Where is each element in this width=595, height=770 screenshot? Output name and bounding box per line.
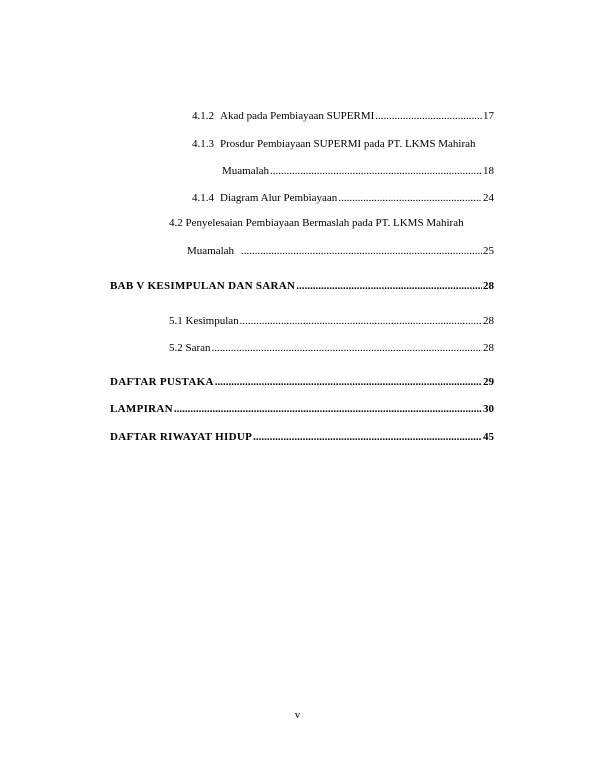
toc-entry-lampiran	[110, 402, 494, 416]
toc-entry-title: DAFTAR PUSTAKA	[110, 376, 214, 388]
toc-entry-4-2	[169, 216, 494, 230]
toc-entry-4-1-4	[192, 191, 494, 205]
toc-entry-number: 4.1.2	[192, 110, 214, 122]
dot-leader	[338, 191, 482, 205]
dot-leader	[212, 341, 482, 355]
toc-entry-number: 4.1.4	[192, 192, 214, 204]
toc-entry-title: Prosdur Pembiayaan SUPERMI pada PT. LKMS Mahirah	[220, 138, 476, 150]
toc-entry-4-1-2	[192, 109, 494, 123]
toc-entry-4-1-3-continued	[222, 164, 494, 178]
dot-leader	[253, 430, 482, 444]
toc-entry-title-continued: Muamalah	[187, 245, 235, 257]
toc-entry-title: Akad pada Pembiayaan SUPERMI	[220, 110, 375, 122]
toc-entry-daftar-pustaka	[110, 375, 494, 389]
toc-entry-5-1	[169, 314, 494, 328]
toc-entry-page: 29	[483, 376, 494, 388]
toc-entry-title: 5.2 Saran	[169, 342, 211, 354]
dot-leader	[240, 314, 482, 328]
toc-entry-number: 4.1.3	[192, 138, 214, 150]
toc-entry-4-2-continued	[187, 244, 494, 258]
toc-entry-title: LAMPIRAN	[110, 403, 173, 415]
dot-leader	[375, 109, 482, 123]
toc-entry-page: 28	[483, 315, 494, 327]
toc-entry-daftar-riwayat-hidup	[110, 430, 494, 444]
dot-leader	[296, 279, 482, 293]
page-number: v	[294, 709, 301, 721]
dot-leader	[174, 402, 482, 416]
toc-entry-title: 5.1 Kesimpulan	[169, 315, 239, 327]
toc-entry-page: 30	[483, 403, 494, 415]
dot-leader	[241, 244, 482, 258]
toc-entry-page: 45	[483, 431, 494, 443]
dot-leader	[215, 375, 482, 389]
toc-entry-title: 4.2 Penyelesaian Pembiayaan Bermaslah pada PT. LKMS Mahirah	[169, 217, 464, 229]
toc-entry-page: 17	[483, 110, 494, 122]
dot-leader	[270, 164, 482, 178]
toc-entry-title-continued: Muamalah	[222, 165, 270, 177]
toc-entry-page: 18	[483, 165, 494, 177]
toc-entry-page: 25	[483, 245, 494, 257]
toc-entry-bab-5	[110, 279, 494, 293]
toc-entry-page: 28	[483, 280, 494, 292]
toc-entry-4-1-3	[192, 137, 494, 151]
toc-entry-title: DAFTAR RIWAYAT HIDUP	[110, 431, 253, 443]
toc-entry-title: BAB V KESIMPULAN DAN SARAN	[110, 280, 296, 292]
toc-entry-page: 24	[483, 192, 494, 204]
toc-entry-page: 28	[483, 342, 494, 354]
toc-entry-title: Diagram Alur Pembiayaan	[220, 192, 338, 204]
toc-entry-5-2	[169, 341, 494, 355]
